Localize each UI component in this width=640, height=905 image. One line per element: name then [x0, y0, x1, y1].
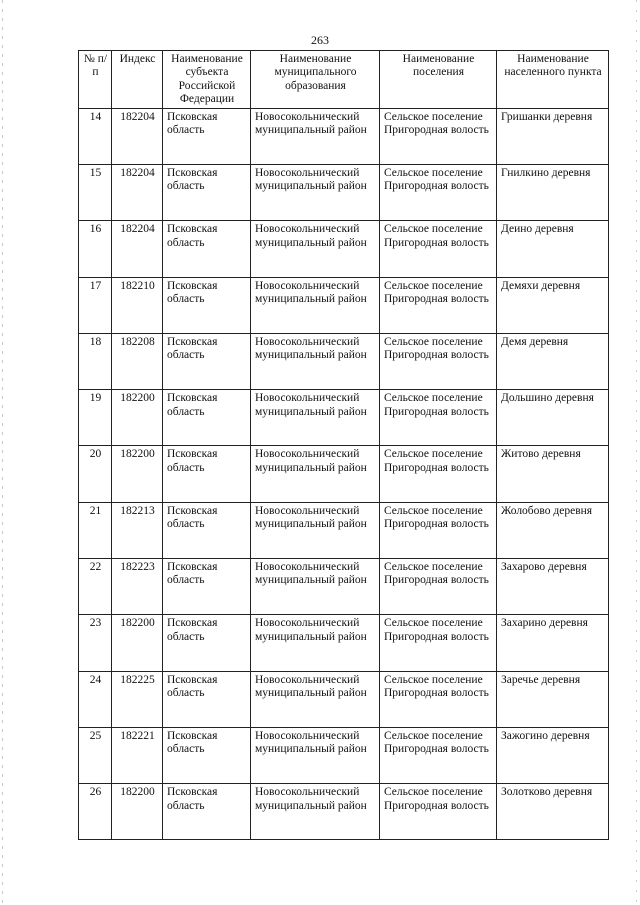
cell-settlement: Сельское поселение Пригородная волость	[380, 277, 497, 333]
cell-subject: Псковская область	[163, 727, 251, 783]
column-header-number: № п/п	[79, 51, 112, 109]
cell-settlement: Сельское поселение Пригородная волость	[380, 333, 497, 389]
cell-subject: Псковская область	[163, 615, 251, 671]
cell-subject: Псковская область	[163, 559, 251, 615]
cell-locality: Житово деревня	[497, 446, 609, 502]
table-row	[79, 671, 609, 727]
cell-municipality: Новосокольнический муниципальный район	[251, 277, 380, 333]
cell-municipality: Новосокольнический муниципальный район	[251, 446, 380, 502]
cell-subject: Псковская область	[163, 108, 251, 164]
cell-number: 25	[79, 727, 112, 783]
cell-municipality: Новосокольнический муниципальный район	[251, 559, 380, 615]
column-header-settlement: Наименование поселения	[380, 51, 497, 109]
cell-number: 18	[79, 333, 112, 389]
cell-number: 21	[79, 502, 112, 558]
settlements-table	[78, 50, 609, 840]
cell-subject: Псковская область	[163, 784, 251, 840]
cell-number: 15	[79, 164, 112, 220]
cell-locality: Деино деревня	[497, 221, 609, 277]
column-header-locality: Наименование населенного пункта	[497, 51, 609, 109]
cell-municipality: Новосокольнический муниципальный район	[251, 333, 380, 389]
cell-number: 26	[79, 784, 112, 840]
cell-municipality: Новосокольнический муниципальный район	[251, 390, 380, 446]
cell-locality: Демяхи деревня	[497, 277, 609, 333]
cell-locality: Зажогино деревня	[497, 727, 609, 783]
cell-index: 182204	[112, 221, 163, 277]
table-row	[79, 559, 609, 615]
table-row	[79, 446, 609, 502]
table-row	[79, 277, 609, 333]
cell-settlement: Сельское поселение Пригородная волость	[380, 784, 497, 840]
cell-index: 182200	[112, 390, 163, 446]
cell-settlement: Сельское поселение Пригородная волость	[380, 559, 497, 615]
cell-index: 182221	[112, 727, 163, 783]
cell-number: 17	[79, 277, 112, 333]
cell-index: 182208	[112, 333, 163, 389]
cell-index: 182223	[112, 559, 163, 615]
cell-settlement: Сельское поселение Пригородная волость	[380, 221, 497, 277]
cell-locality: Дольшино деревня	[497, 390, 609, 446]
cell-locality: Жолобово деревня	[497, 502, 609, 558]
table-row	[79, 390, 609, 446]
cell-number: 16	[79, 221, 112, 277]
cell-subject: Псковская область	[163, 671, 251, 727]
table-row	[79, 727, 609, 783]
cell-municipality: Новосокольнический муниципальный район	[251, 221, 380, 277]
cell-municipality: Новосокольнический муниципальный район	[251, 727, 380, 783]
cell-settlement: Сельское поселение Пригородная волость	[380, 390, 497, 446]
scan-edge-right	[636, 0, 637, 905]
cell-settlement: Сельское поселение Пригородная волость	[380, 108, 497, 164]
cell-municipality: Новосокольнический муниципальный район	[251, 502, 380, 558]
cell-subject: Псковская область	[163, 446, 251, 502]
cell-settlement: Сельское поселение Пригородная волость	[380, 727, 497, 783]
cell-locality: Гришанки деревня	[497, 108, 609, 164]
cell-index: 182210	[112, 277, 163, 333]
cell-number: 14	[79, 108, 112, 164]
page-number: 263	[311, 33, 329, 47]
table-row	[79, 333, 609, 389]
cell-locality: Заречье деревня	[497, 671, 609, 727]
cell-number: 19	[79, 390, 112, 446]
cell-subject: Псковская область	[163, 277, 251, 333]
column-header-index: Индекс	[112, 51, 163, 109]
cell-number: 23	[79, 615, 112, 671]
table-row	[79, 108, 609, 164]
cell-subject: Псковская область	[163, 164, 251, 220]
cell-number: 20	[79, 446, 112, 502]
cell-index: 182204	[112, 164, 163, 220]
cell-settlement: Сельское поселение Пригородная волость	[380, 446, 497, 502]
table-row	[79, 615, 609, 671]
cell-settlement: Сельское поселение Пригородная волость	[380, 164, 497, 220]
cell-municipality: Новосокольнический муниципальный район	[251, 784, 380, 840]
cell-subject: Псковская область	[163, 221, 251, 277]
cell-locality: Захарово деревня	[497, 559, 609, 615]
cell-settlement: Сельское поселение Пригородная волость	[380, 615, 497, 671]
cell-index: 182204	[112, 108, 163, 164]
cell-index: 182200	[112, 784, 163, 840]
cell-index: 182213	[112, 502, 163, 558]
scan-edge-left	[2, 0, 3, 905]
cell-municipality: Новосокольнический муниципальный район	[251, 615, 380, 671]
cell-index: 182200	[112, 446, 163, 502]
cell-municipality: Новосокольнический муниципальный район	[251, 108, 380, 164]
cell-locality: Захарино деревня	[497, 615, 609, 671]
cell-number: 24	[79, 671, 112, 727]
cell-settlement: Сельское поселение Пригородная волость	[380, 502, 497, 558]
cell-subject: Псковская область	[163, 390, 251, 446]
table-header-row	[79, 51, 609, 109]
table-row	[79, 784, 609, 840]
cell-municipality: Новосокольнический муниципальный район	[251, 164, 380, 220]
column-header-municipality: Наименование муниципального образования	[251, 51, 380, 109]
cell-subject: Псковская область	[163, 502, 251, 558]
cell-locality: Золотково деревня	[497, 784, 609, 840]
cell-index: 182200	[112, 615, 163, 671]
column-header-subject: Наименование субъекта Российской Федерации	[163, 51, 251, 109]
cell-index: 182225	[112, 671, 163, 727]
cell-number: 22	[79, 559, 112, 615]
cell-locality: Гнилкино деревня	[497, 164, 609, 220]
cell-locality: Демя деревня	[497, 333, 609, 389]
table-row	[79, 164, 609, 220]
table-body	[79, 108, 609, 840]
table-row	[79, 221, 609, 277]
cell-municipality: Новосокольнический муниципальный район	[251, 671, 380, 727]
table-row	[79, 502, 609, 558]
cell-settlement: Сельское поселение Пригородная волость	[380, 671, 497, 727]
cell-subject: Псковская область	[163, 333, 251, 389]
